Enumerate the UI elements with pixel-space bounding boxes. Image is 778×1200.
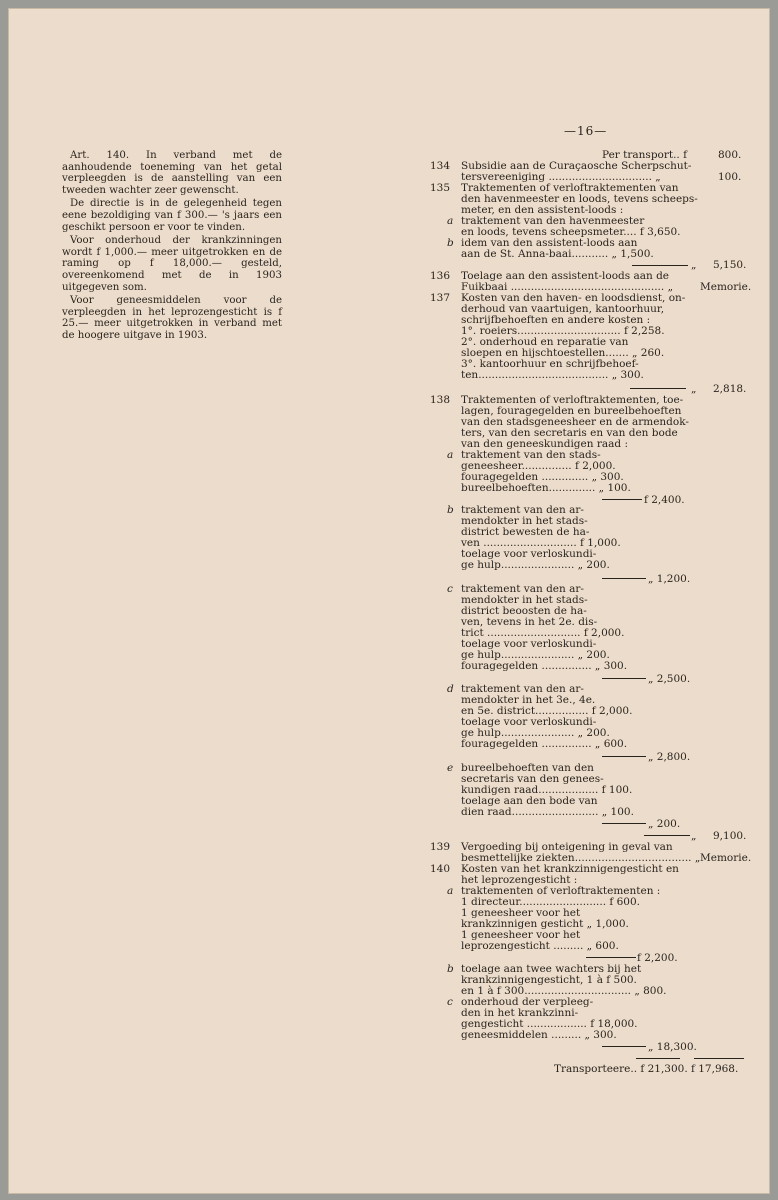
line-text: Subsidie aan de Curaçaosche Scherpschut-: [461, 160, 692, 172]
line-text: bureelbehoeften van den: [461, 762, 594, 774]
line-text: leprozengesticht ......... „ 600.: [461, 940, 619, 952]
line-text: Traktementen of verloftraktementen van: [461, 182, 679, 194]
sum-rule: [694, 1058, 744, 1059]
subitem-letter: a: [447, 449, 454, 461]
line-text: krankzinnigen gesticht „ 1,000.: [461, 918, 629, 930]
sum-rule: [602, 499, 642, 500]
subitem-letter: b: [447, 504, 454, 516]
line-text: 1°. roeiers............................... f 2,258.: [461, 325, 665, 337]
amount: Memorie.: [700, 281, 752, 293]
line-text: besmettelijke ziekten................................... „: [461, 852, 701, 864]
line-text: Traktementen of verloftraktementen, toe-: [461, 394, 684, 406]
line-text: gengesticht .................. f 18,000.: [461, 1018, 638, 1030]
line-text: ven, tevens in het 2e. dis-: [461, 616, 598, 628]
sum-rule: [602, 578, 646, 579]
line-text: dien raad.......................... „ 100.: [461, 806, 634, 818]
article-number: 140: [430, 863, 451, 875]
line-text: en loods, tevens scheepsmeter.... f 3,650.: [461, 226, 681, 238]
subitem-letter: c: [447, 996, 453, 1008]
line-text: den havenmeester en loods, tevens scheeps-: [461, 193, 698, 205]
sum-rule: [602, 756, 646, 757]
line-text: tersvereeniging ............................... „: [461, 171, 661, 183]
sum-rule: [644, 835, 690, 836]
document-page: [8, 8, 770, 1194]
subitem-letter: d: [447, 683, 454, 695]
line-text: meter, en den assistent-loods :: [461, 204, 624, 216]
sum-rule: [632, 265, 688, 266]
amount: 5,150.: [713, 259, 747, 271]
article-number: 139: [430, 841, 451, 853]
note-paragraph: De directie is in de gelegenheid tegen eene bezoldiging van f 300.— 's jaars een geschikt persoon er voor te vinden.: [62, 198, 282, 233]
line-text: Vergoeding bij onteigening in geval van: [461, 841, 673, 853]
line-text: „ 200.: [648, 818, 681, 830]
note-paragraph: Voor onderhoud der krankzinningen wordt f 1,000.— meer uitgetrokken en de raming op f 18,000.— gesteld, overeenkomend met de in 1903 uitgegeven som.: [62, 235, 282, 293]
line-text: traktement van den ar-: [461, 583, 584, 595]
line-text: aan de St. Anna-baai........... „ 1,500.: [461, 248, 654, 260]
sum-rule: [602, 678, 646, 679]
line-text: f 2,400.: [644, 494, 685, 506]
line-text: krankzinnigengesticht, 1 à f 500.: [461, 974, 637, 986]
line-text: toelage aan den bode van: [461, 795, 598, 807]
line-text: den in het krankzinni-: [461, 1007, 579, 1019]
line-text: 2°. onderhoud en reparatie van: [461, 336, 629, 348]
article-number: 137: [430, 292, 451, 304]
line-text: „: [691, 383, 697, 395]
sum-rule: [602, 1046, 646, 1047]
line-text: f 2,200.: [637, 952, 678, 964]
line-text: „ 1,200.: [648, 573, 691, 585]
line-text: secretaris van den genees-: [461, 773, 604, 785]
line-text: mendokter in het stads-: [461, 594, 588, 606]
amount: 9,100.: [713, 830, 747, 842]
line-text: lagen, fouragegelden en bureelbehoeften: [461, 405, 682, 417]
line-text: ge hulp...................... „ 200.: [461, 559, 610, 571]
line-text: en 5e. district................ f 2,000.: [461, 705, 633, 717]
line-text: district bewesten de ha-: [461, 526, 590, 538]
article-number: 135: [430, 182, 451, 194]
note-paragraph: Voor geneesmiddelen voor de verpleegden in het leprozengesticht is f 25.— meer uitgetrokken in verband met de hoogere uitgave in 1903.: [62, 295, 282, 341]
page-number: —16—: [564, 124, 608, 138]
line-text: 3°. kantoorhuur en schrijfbehoef-: [461, 358, 639, 370]
amount: Memorie.: [700, 852, 752, 864]
sum-rule: [586, 957, 636, 958]
line-text: bureelbehoeften.............. „ 100.: [461, 482, 631, 494]
amount: 800.: [718, 149, 742, 161]
sum-rule: [602, 823, 646, 824]
line-text: en 1 à f 300................................ „ 800.: [461, 985, 667, 997]
line-text: onderhoud der verpleeg-: [461, 996, 594, 1008]
line-text: toelage voor verloskundi-: [461, 638, 597, 650]
line-text: sloepen en hijschtoestellen....... „ 260.: [461, 347, 665, 359]
line-text: district beoosten de ha-: [461, 605, 587, 617]
line-text: Kosten van den haven- en loodsdienst, on-: [461, 292, 686, 304]
line-text: Toelage aan den assistent-loods aan de: [461, 270, 670, 282]
subitem-letter: a: [447, 885, 454, 897]
subitem-letter: b: [447, 237, 454, 249]
line-text: kundigen raad.................. f 100.: [461, 784, 633, 796]
line-text: traktement van den havenmeester: [461, 215, 645, 227]
line-text: geneesheer............... f 2,000.: [461, 460, 616, 472]
sum-rule: [630, 388, 686, 389]
line-text: „: [691, 830, 697, 842]
line-text: toelage voor verloskundi-: [461, 548, 597, 560]
subitem-letter: c: [447, 583, 453, 595]
line-text: traktementen of verloftraktementen :: [461, 885, 661, 897]
article-number: 134: [430, 160, 451, 172]
line-text: Kosten van het krankzinnigengesticht en: [461, 863, 679, 875]
line-text: van den geneeskundigen raad :: [461, 438, 628, 450]
line-text: Per transport.. f: [602, 149, 687, 161]
line-text: ters, van den secretaris en van den bode: [461, 427, 678, 439]
line-text: traktement van den stads-: [461, 449, 601, 461]
line-text: ge hulp...................... „ 200.: [461, 727, 610, 739]
line-text: ven ............................ f 1,000.: [461, 537, 621, 549]
sum-rule: [636, 1058, 680, 1059]
line-text: ge hulp...................... „ 200.: [461, 649, 610, 661]
line-text: „: [691, 259, 697, 271]
line-text: ten....................................... „ 300.: [461, 369, 644, 381]
line-text: „ 2,500.: [648, 673, 691, 685]
line-text: 1 geneesheer voor het: [461, 907, 581, 919]
line-text: idem van den assistent-loods aan: [461, 237, 638, 249]
line-text: 1 directeur.......................... f 600.: [461, 896, 640, 908]
line-text: toelage aan twee wachters bij het: [461, 963, 642, 975]
line-text: mendokter in het 3e., 4e.: [461, 694, 596, 706]
article-number: 138: [430, 394, 451, 406]
subitem-letter: a: [447, 215, 454, 227]
amount: 100.: [718, 171, 742, 183]
subitem-letter: e: [447, 762, 454, 774]
line-text: mendokter in het stads-: [461, 515, 588, 527]
line-text: derhoud van vaartuigen, kantoorhuur,: [461, 303, 665, 315]
amount: 2,818.: [713, 383, 747, 395]
note-paragraph: Art. 140. In verband met de aanhoudende toeneming van het getal verpleegden is de aanstelling van een tweeden wachter zeer gewenscht.: [62, 150, 282, 196]
line-text: fouragegelden ............... „ 600.: [461, 738, 628, 750]
line-text: traktement van den ar-: [461, 504, 584, 516]
line-text: toelage voor verloskundi-: [461, 716, 597, 728]
line-text: fouragegelden .............. „ 300.: [461, 471, 624, 483]
line-text: Fuikbaai .............................................. „: [461, 281, 674, 293]
line-text: „ 18,300.: [648, 1041, 697, 1053]
line-text: fouragegelden ............... „ 300.: [461, 660, 628, 672]
line-text: „ 2,800.: [648, 751, 691, 763]
line-text: traktement van den ar-: [461, 683, 584, 695]
subitem-letter: b: [447, 963, 454, 975]
line-text: schrijfbehoeften en andere kosten :: [461, 314, 651, 326]
line-text: 1 geneesheer voor het: [461, 929, 581, 941]
line-text: geneesmiddelen ......... „ 300.: [461, 1029, 617, 1041]
left-note: [62, 150, 282, 344]
line-text: Transporteere.. f 21,300. f 17,968.: [554, 1063, 739, 1075]
line-text: van den stadsgeneesheer en de armendok-: [461, 416, 689, 428]
line-text: trict ............................ f 2,000.: [461, 627, 625, 639]
article-number: 136: [430, 270, 451, 282]
line-text: het leprozengesticht :: [461, 874, 578, 886]
